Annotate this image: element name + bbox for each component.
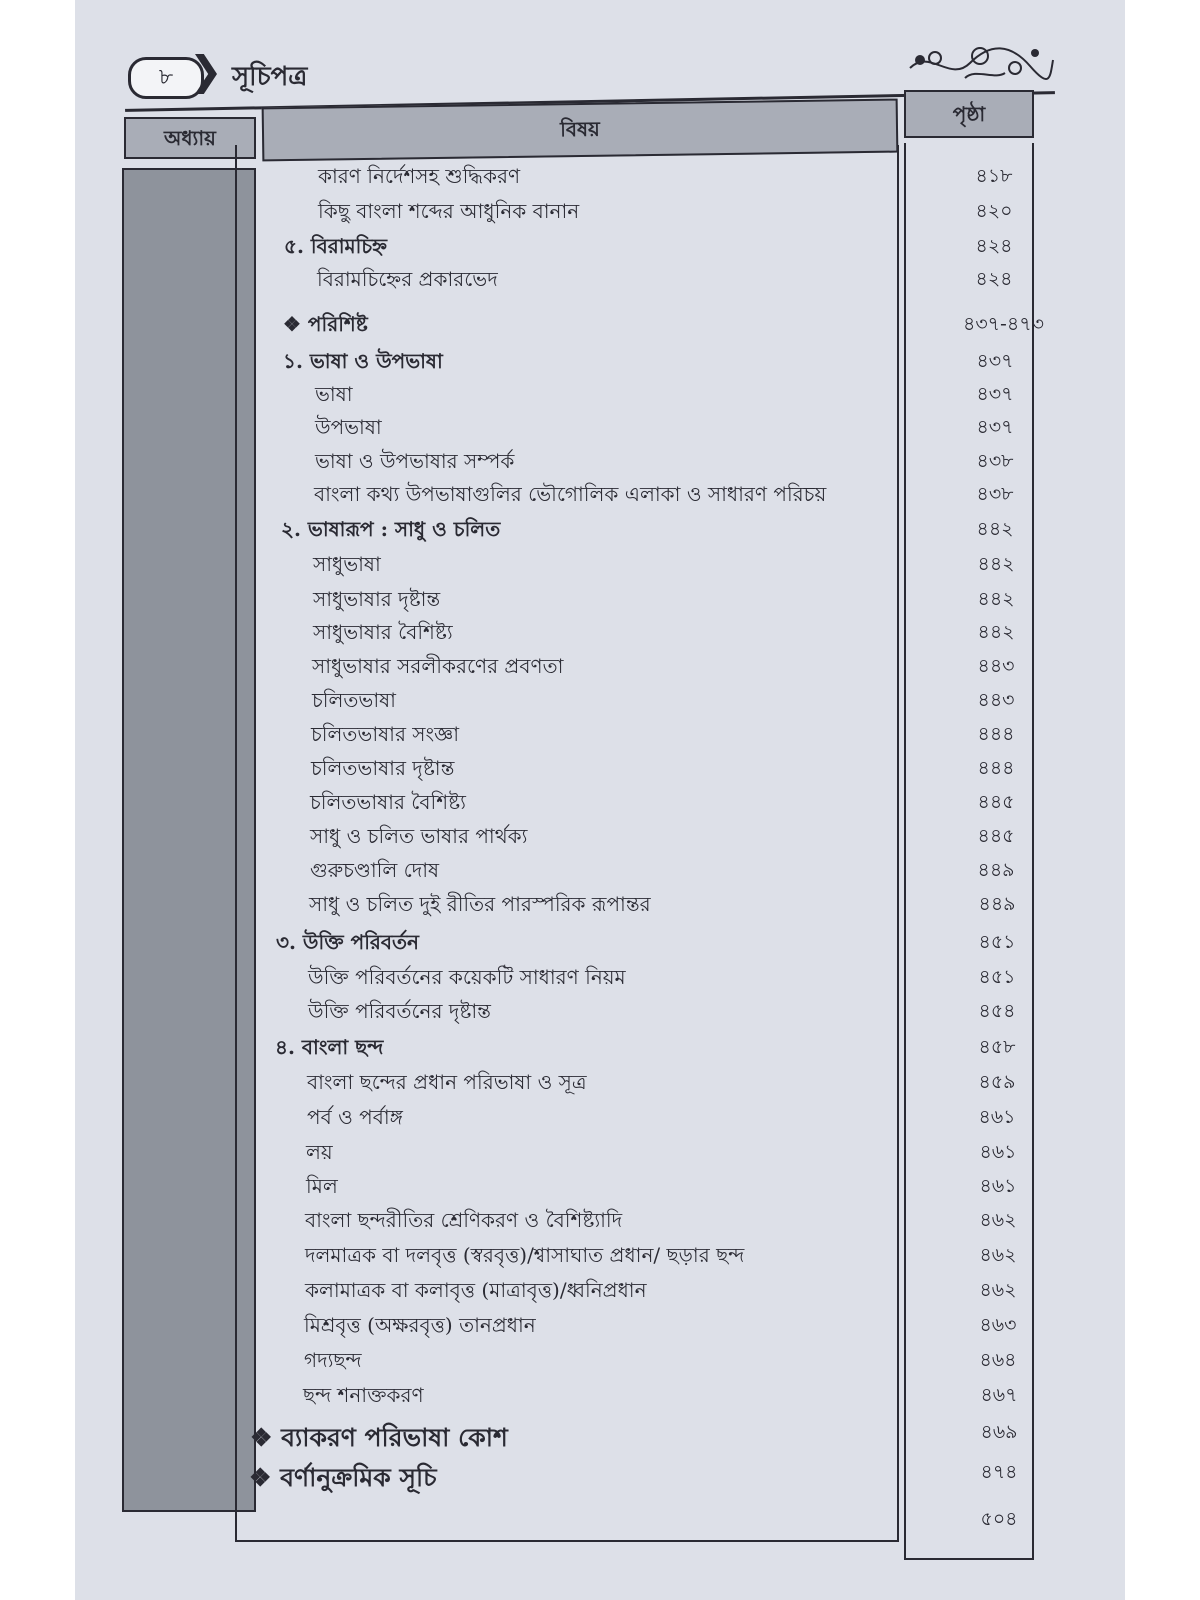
toc-entry-title: ভাষা ও উপভাষার সম্পর্ক xyxy=(315,449,515,473)
toc-entry-page: ৪৬৭ xyxy=(980,1384,1018,1406)
toc-entry-title: সাধু ও চলিত ভাষার পার্থক্য xyxy=(310,824,528,848)
toc-entry-page: ৪২৪ xyxy=(975,268,1013,290)
toc-entry xyxy=(0,585,1200,619)
toc-entry-title: ১. ভাষা ও উপভাষা xyxy=(283,349,443,373)
toc-entry-title: চলিতভাষার সংজ্ঞা xyxy=(311,722,460,746)
toc-entry xyxy=(0,232,1200,266)
toc-entry-page: ৪৬৩ xyxy=(979,1314,1017,1336)
toc-entry-title: দলমাত্রক বা দলবৃত্ত (স্বরবৃত্ত)/শ্বাসাঘাত প্রধান/ ছড়ার ছন্দ xyxy=(305,1243,745,1267)
toc-entry-page: ৪৪৯ xyxy=(978,893,1016,915)
toc-entry xyxy=(0,1241,1200,1275)
toc-entry-title: লয় xyxy=(306,1140,333,1164)
toc-entry-title: সাধুভাষার বৈশিষ্ট্য xyxy=(313,620,453,644)
toc-entry xyxy=(0,1505,1200,1539)
toc-entry xyxy=(0,1068,1200,1102)
toc-entry-page: ৪১৮ xyxy=(975,165,1013,187)
toc-entry-page: ৪৩৭ xyxy=(976,416,1014,438)
toc-entry xyxy=(0,162,1200,196)
toc-entry-title: সাধু ও চলিত দুই রীতির পারস্পরিক রূপান্তর xyxy=(309,892,651,916)
toc-entry xyxy=(0,1206,1200,1240)
toc-entry-title: গদ্যছন্দ xyxy=(304,1348,362,1372)
toc-entry xyxy=(0,1138,1200,1172)
toc-entry-title: ❖ পরিশিষ্ট xyxy=(283,312,368,336)
toc-entry xyxy=(0,1172,1200,1206)
toc-entry-title: কিছু বাংলা শব্দের আধুনিক বানান xyxy=(318,199,580,223)
toc-entry xyxy=(0,720,1200,754)
toc-entry-title: সাধুভাষার সরলীকরণের প্রবণতা xyxy=(312,654,564,678)
toc-entry-page: ৪৩৭ xyxy=(976,383,1014,405)
toc-entry-page: ৪৪৫ xyxy=(977,825,1015,847)
toc-entry-page: ৪৬২ xyxy=(979,1209,1017,1231)
toc-entry-title: গুরুচণ্ডালি দোষ xyxy=(310,858,440,882)
toc-entry-page: ৪৫১ xyxy=(978,931,1016,953)
toc-entry-page: ৪৭৪ xyxy=(980,1461,1018,1483)
toc-entry xyxy=(0,310,1200,344)
toc-entry xyxy=(0,618,1200,652)
toc-entry xyxy=(0,515,1200,549)
toc-entry-page: ৪৬২ xyxy=(979,1279,1017,1301)
toc-entry-page: ৪৬৯ xyxy=(980,1421,1018,1443)
toc-entry-page: ৪৪২ xyxy=(976,518,1014,540)
toc-entry xyxy=(0,197,1200,231)
toc-entry-page: ৪৪৫ xyxy=(977,791,1015,813)
toc-entry-title: ৫. বিরামচিহ্ন xyxy=(284,234,388,258)
toc-entry xyxy=(0,1458,1200,1492)
toc-entry xyxy=(0,822,1200,856)
toc-entry xyxy=(0,890,1200,924)
toc-entry-page: ৪৪৪ xyxy=(977,757,1015,779)
toc-entry-title: মিশ্রবৃত্ত (অক্ষরবৃত্ত) তানপ্রধান xyxy=(304,1313,536,1337)
toc-entry-title: বাংলা ছন্দের প্রধান পরিভাষা ও সূত্র xyxy=(307,1070,587,1094)
toc-entry-title: মিল xyxy=(306,1174,338,1198)
toc-entry xyxy=(0,1276,1200,1310)
toc-entry-title: বাংলা কথ্য উপভাষাগুলির ভৌগোলিক এলাকা ও সাধারণ পরিচয় xyxy=(314,482,827,506)
toc-entry-page: ৪৪২ xyxy=(977,621,1015,643)
toc-entry-page: ৪৩৮ xyxy=(976,450,1014,472)
toc-entry xyxy=(0,447,1200,481)
toc-entry xyxy=(0,1311,1200,1345)
toc-entry xyxy=(0,788,1200,822)
toc-entry-title: চলিতভাষার দৃষ্টান্ত xyxy=(311,756,455,780)
page-title: সূচিপত্র xyxy=(232,62,308,92)
toc-entry-page: ৪৪২ xyxy=(977,588,1015,610)
toc-entry-page: ৫০৪ xyxy=(980,1508,1018,1530)
toc-entry-page: ৪৬১ xyxy=(978,1106,1016,1128)
toc-entry xyxy=(0,1381,1200,1415)
toc-entry xyxy=(0,686,1200,720)
toc-entry xyxy=(0,480,1200,514)
toc-entry xyxy=(0,380,1200,414)
column-header-chapter: অধ্যায় xyxy=(124,117,256,159)
toc-entry xyxy=(0,550,1200,584)
toc-entry-page: ৪৫৪ xyxy=(978,1000,1016,1022)
toc-entry-page: ৪৪৪ xyxy=(977,723,1015,745)
toc-entry-title: ৪. বাংলা ছন্দ xyxy=(275,1035,384,1059)
toc-entry-title: সাধুভাষার দৃষ্টান্ত xyxy=(313,587,441,611)
toc-entry xyxy=(0,963,1200,997)
toc-entry-page: ৪৬৪ xyxy=(979,1349,1017,1371)
toc-entry-page: ৪২০ xyxy=(975,200,1013,222)
toc-entry-page: ৪৪৯ xyxy=(977,859,1015,881)
toc-entry-page: ৪৩৭-৪৭৩ xyxy=(963,313,1044,335)
toc-entry-page: ৪৫১ xyxy=(978,966,1016,988)
toc-entry xyxy=(0,413,1200,447)
toc-entry-page: ৪২৪ xyxy=(975,235,1013,257)
column-header-page: পৃষ্ঠা xyxy=(904,90,1034,138)
toc-entry xyxy=(0,652,1200,686)
toc-entry-title: সাধুভাষা xyxy=(313,552,381,576)
toc-entry-title: ❖ ব্যাকরণ পরিভাষা কোশ xyxy=(250,1423,508,1452)
toc-entry-page: ৪৬১ xyxy=(979,1141,1017,1163)
toc-entry xyxy=(0,754,1200,788)
toc-entry-title: ২. ভাষারূপ : সাধু ও চলিত xyxy=(281,517,501,541)
toc-entry-page: ৪৩৭ xyxy=(976,350,1014,372)
toc-entry-title: উপভাষা xyxy=(315,415,382,439)
page-number: ৮ xyxy=(128,57,204,99)
toc-entry-page: ৪৫৯ xyxy=(978,1071,1016,1093)
toc-entry-title: কলামাত্রক বা কলাবৃত্ত (মাত্রাবৃত্ত)/ধ্বনিপ্রধান xyxy=(305,1278,647,1302)
toc-entry-title: চলিতভাষার বৈশিষ্ট্য xyxy=(310,790,466,814)
toc-entry-page: ৪৫৮ xyxy=(978,1036,1016,1058)
toc-entry-page: ৪৪২ xyxy=(977,553,1015,575)
toc-entry-page: ৪৬২ xyxy=(979,1244,1017,1266)
toc-entry-page: ৪৪৩ xyxy=(977,689,1015,711)
toc-entry-title: পর্ব ও পর্বাঙ্গ xyxy=(307,1105,403,1129)
toc-entry-title: উক্তি পরিবর্তনের দৃষ্টান্ত xyxy=(308,999,491,1023)
toc-entry-title: বিরামচিহ্নের প্রকারভেদ xyxy=(317,267,498,291)
toc-entry-title: ভাষা xyxy=(315,382,353,406)
toc-entry xyxy=(0,1346,1200,1380)
toc-entry xyxy=(0,928,1200,962)
toc-entry xyxy=(0,856,1200,890)
toc-entry-title: ৩. উক্তি পরিবর্তন xyxy=(276,930,419,954)
toc-entry-page: ৪৩৮ xyxy=(976,483,1014,505)
toc-entry xyxy=(0,1418,1200,1452)
toc-entry-title: উক্তি পরিবর্তনের কয়েকটি সাধারণ নিয়ম xyxy=(308,965,626,989)
toc-entry-title: ❖ বর্ণানুক্রমিক সূচি xyxy=(249,1463,437,1492)
toc-entry xyxy=(0,347,1200,381)
toc-entry-title: ছন্দ শনাক্তকরণ xyxy=(303,1383,424,1407)
toc-entry-title: চলিতভাষা xyxy=(312,688,396,712)
toc-entry-title: বাংলা ছন্দরীতির শ্রেণিকরণ ও বৈশিষ্ট্যাদি xyxy=(305,1208,623,1232)
toc-entry-page: ৪৬১ xyxy=(979,1175,1017,1197)
toc-entry xyxy=(0,1033,1200,1067)
toc-entry xyxy=(0,997,1200,1031)
toc-entry xyxy=(0,1103,1200,1137)
toc-entry xyxy=(0,265,1200,299)
column-header-subject: বিষয় xyxy=(262,99,899,162)
toc-entry-page: ৪৪৩ xyxy=(977,655,1015,677)
toc-entry-title: কারণ নির্দেশসহ শুদ্ধিকরণ xyxy=(318,164,521,188)
